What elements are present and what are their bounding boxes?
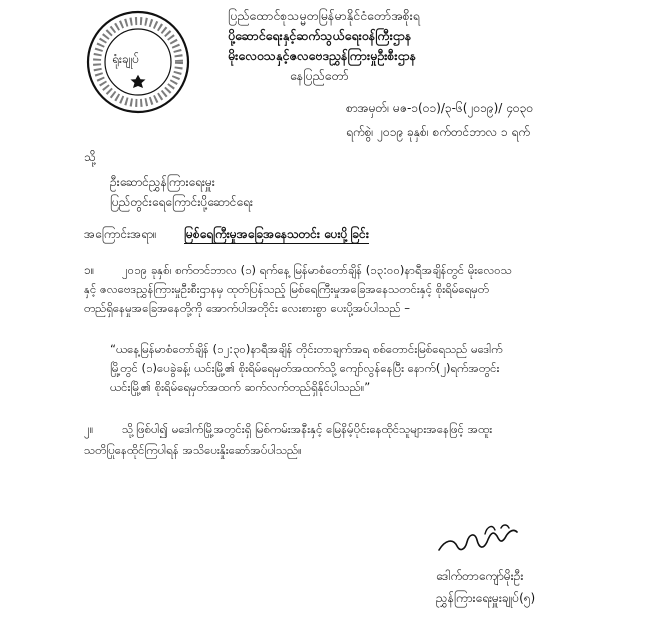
quote-line-3: ယင်းမြို့၏ စိုးရိမ်ရေမှတ်အထက် ဆက်လက်တည်ရှိနိုင်ပါသည်။” [110, 380, 371, 394]
handwritten-signature-icon [435, 520, 521, 562]
recipient-to: သို့ [84, 150, 96, 164]
paragraph-2-number: ၂။ [84, 422, 94, 436]
paragraph-1-number: ၁။ [84, 263, 95, 277]
header-government: ပြည်ထောင်စုသမ္မတမြန်မာနိုင်ငံတော်အစိုးရ [228, 8, 420, 23]
paragraph-1-line-2: နှင့် ဇလဗေဒညွှန်ကြားမှုဦးစီးဌာနမှ ထုတ်ပြန်သည့် မြစ်ရေကြီးမှုအခြေအနေသတင်းနှင့် စိုးရိမ်ရေမှတ် [84, 282, 489, 296]
paragraph-2-line-2: သတိပြုနေထိုင်ကြပါရန် အသိပေးနှိုးဆော်အပ်ပါသည်။ [84, 443, 302, 457]
seal-center-text: ရုံးချုပ် [112, 52, 140, 66]
header-ministry: ပို့ဆောင်ရေးနှင့်ဆက်သွယ်ရေးဝန်ကြီးဌာန [228, 28, 412, 43]
paragraph-2-line-1: သို့ဖြစ်ပါ၍ မဒေါက်မြို့အတွင်းရှိ မြစ်ကမ်းအနီးနှင့် မြေနိမ့်ပိုင်းနေထိုင်သူများအနေဖြင့် အထူး [122, 422, 493, 436]
header-city: နေပြည်တော် [290, 68, 349, 83]
header-department: မိုးလေဝသနှင့်ဇလဗေဒညွှန်ကြားမှုဦးစီးဌာန [228, 48, 417, 63]
quote-line-2: မြို့တွင် (၁)ပေခွဲခန့်၊ ယင်းမြို့၏ စိုးရိမ်ရေမှတ်အထက်သို့ ကျော်လွန်နေပြီး နောက်(၂)ရက်အတွင်း [110, 361, 500, 375]
letter-date: ရက်စွဲ၊ ၂၀၁၉ ခုနှစ်၊ စက်တင်ဘာလ ၁ ရက် [346, 125, 531, 139]
reference-number: စာအမှတ်၊ မဇ-၁(၀၁)/၃-၆(၂၀၁၉)/ ၄၀၃၀ [346, 101, 534, 115]
quote-line-1: “ယနေ့မြန်မာစံတော်ချိန် (၁၂:၃၀)နာရီအချိန် တိုင်းတာချက်အရ စစ်တောင်းမြစ်ရေသည် မဒေါက် [110, 342, 503, 356]
subject-label: အကြောင်းအရာ။ [84, 227, 157, 241]
paragraph-1-line-1: ၂၀၁၉ ခုနှစ်၊ စက်တင်ဘာလ (၁) ရက်နေ့ မြန်မာစံတော်ချိန် (၁၃:၀၀)နာရီအချိန်တွင် မိုးလေဝသ [122, 263, 512, 277]
signatory-name: ဒေါက်တာကျော်မိုးဦး [436, 569, 524, 583]
recipient-title: ဦးဆောင်ညွှန်ကြားရေးမှူး [110, 175, 215, 189]
subject-text: မြစ်ရေကြီးမှုအခြေအနေသတင်း ပေးပို့ခြင်း [184, 226, 369, 244]
paragraph-1-line-3: တည်ရှိနေမှုအခြေအနေတို့ကို အောက်ပါအတိုင်း လေးစားစွာ ပေးပို့အပ်ပါသည် – [84, 301, 411, 315]
signatory-title: ညွှန်ကြားရေးမှူးချုပ်(၅) [436, 591, 536, 605]
recipient-organization: ပြည်တွင်းရေကြောင်းပို့ဆောင်ရေး [110, 195, 253, 209]
